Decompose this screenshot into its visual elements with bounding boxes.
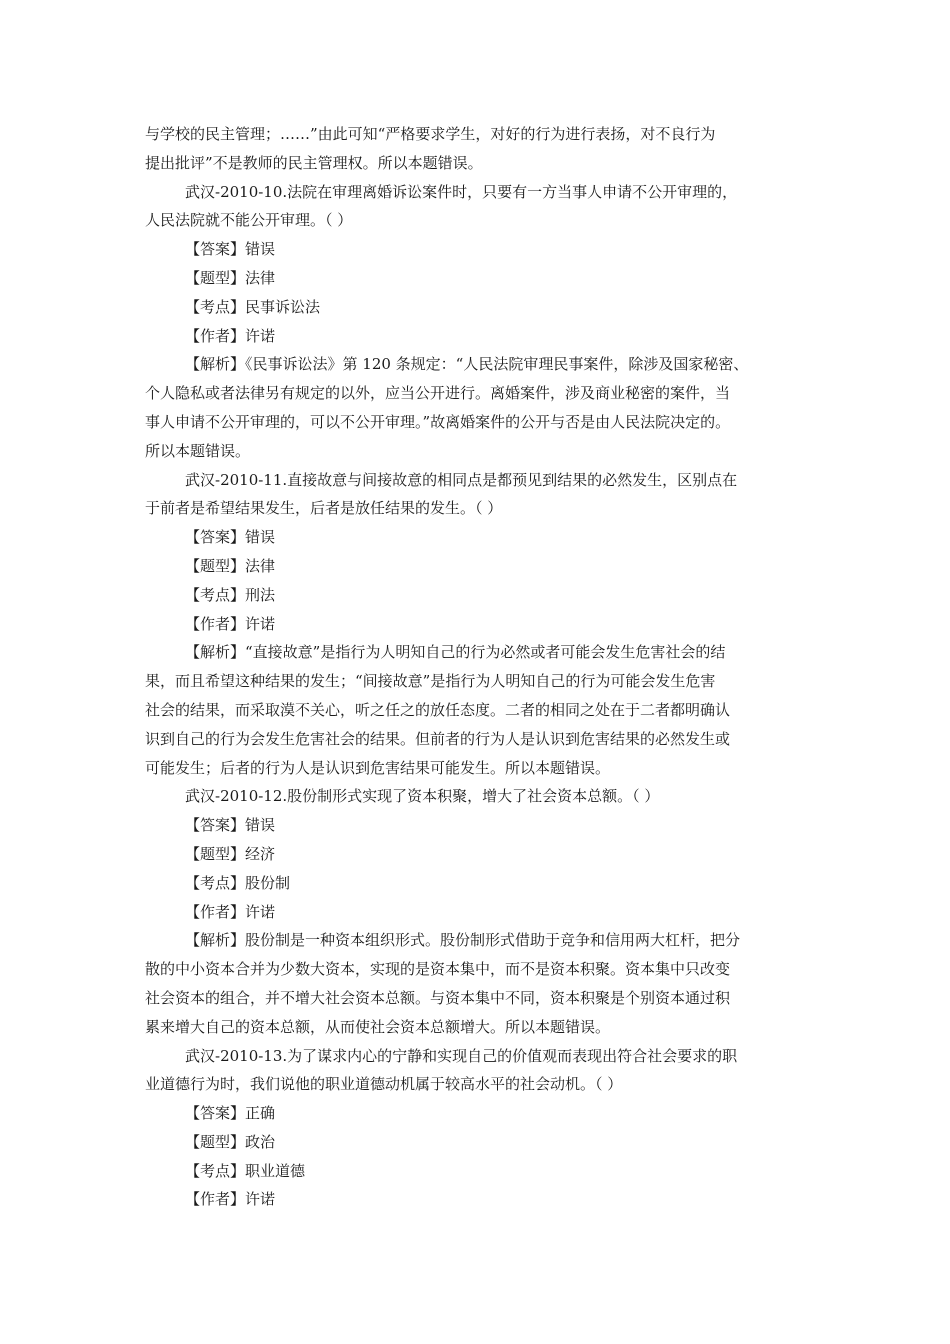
text-line: 【题型】法律 (185, 268, 276, 287)
text-line: 武汉-2010-12.股份制形式实现了资本积聚，增大了社会资本总额。（ ） (185, 787, 660, 806)
text-line: 识到自己的行为会发生危害社会的结果。但前者的行为人是认识到危害结果的必然发生或 (145, 729, 731, 748)
text-line: 【考点】民事诉讼法 (185, 297, 321, 316)
text-line: 与学校的民主管理；……”由此可知“严格要求学生，对好的行为进行表扬，对不良行为 (145, 125, 716, 143)
text-line: 武汉-2010-10.法院在审理离婚诉讼案件时，只要有一方当事人申请不公开审理的， (185, 182, 738, 201)
text-line: 于前者是希望结果发生，后者是放任结果的发生。（ ） (145, 499, 503, 518)
text-line: 【题型】法律 (185, 556, 276, 575)
text-line: 【题型】经济 (185, 844, 276, 863)
text-line: 【题型】政治 (185, 1132, 276, 1151)
text-line: 【解析】股份制是一种资本组织形式。股份制形式借助于竞争和信用两大杠杆，把分 (185, 931, 741, 950)
text-line: 【作者】许诺 (185, 902, 276, 921)
text-line: 业道德行为时，我们说他的职业道德动机属于较高水平的社会动机。（ ） (145, 1075, 623, 1094)
text-line: 【解析】“直接故意”是指行为人明知自己的行为必然或者可能会发生危害社会的结 (185, 643, 726, 662)
text-line: 【解析】《民事诉讼法》第 120 条规定：“人民法院审理民事案件，除涉及国家秘密、 (185, 355, 749, 374)
text-line: 武汉-2010-11.直接故意与间接故意的相同点是都预见到结果的必然发生，区别点在 (185, 470, 738, 489)
text-line: 【答案】错误 (185, 528, 276, 547)
text-line: 【答案】错误 (185, 240, 276, 259)
text-line: 所以本题错误。 (145, 441, 251, 460)
text-line: 果，而且希望这种结果的发生；“间接故意”是指行为人明知自己的行为可能会发生危害 (145, 672, 716, 691)
text-line: 【考点】股份制 (185, 873, 291, 892)
text-line: 事人申请不公开审理的，可以不公开审理。”故离婚案件的公开与否是由人民法院决定的。 (145, 412, 731, 431)
text-line: 【作者】许诺 (185, 326, 276, 345)
text-line: 【答案】错误 (185, 816, 276, 835)
text-line: 【答案】正确 (185, 1104, 276, 1123)
text-line: 武汉-2010-13.为了谋求内心的宁静和实现自己的价值观而表现出符合社会要求的职 (185, 1046, 738, 1065)
text-line: 个人隐私或者法律另有规定的以外，应当公开进行。离婚案件，涉及商业秘密的案件，当 (145, 384, 731, 403)
text-line: 【考点】职业道德 (185, 1161, 306, 1180)
text-line: 社会的结果，而采取漠不关心，听之任之的放任态度。二者的相同之处在于二者都明确认 (145, 700, 731, 719)
text-line: 提出批评”不是教师的民主管理权。所以本题错误。 (145, 153, 483, 172)
text-line: 社会资本的组合，并不增大社会资本总额。与资本集中不同，资本积聚是个别资本通过积 (145, 988, 731, 1007)
text-line: 可能发生；后者的行为人是认识到危害结果可能发生。所以本题错误。 (145, 758, 611, 777)
document-page (145, 120, 810, 1214)
text-line: 累来增大自己的资本总额，从而使社会资本总额增大。所以本题错误。 (145, 1017, 611, 1036)
text-line: 散的中小资本合并为少数大资本，实现的是资本集中，而不是资本积聚。资本集中只改变 (145, 960, 731, 979)
text-line: 【作者】许诺 (185, 614, 276, 633)
text-line: 【作者】许诺 (185, 1190, 276, 1209)
text-line: 【考点】刑法 (185, 585, 276, 604)
text-line: 人民法院就不能公开审理。（ ） (145, 211, 353, 230)
